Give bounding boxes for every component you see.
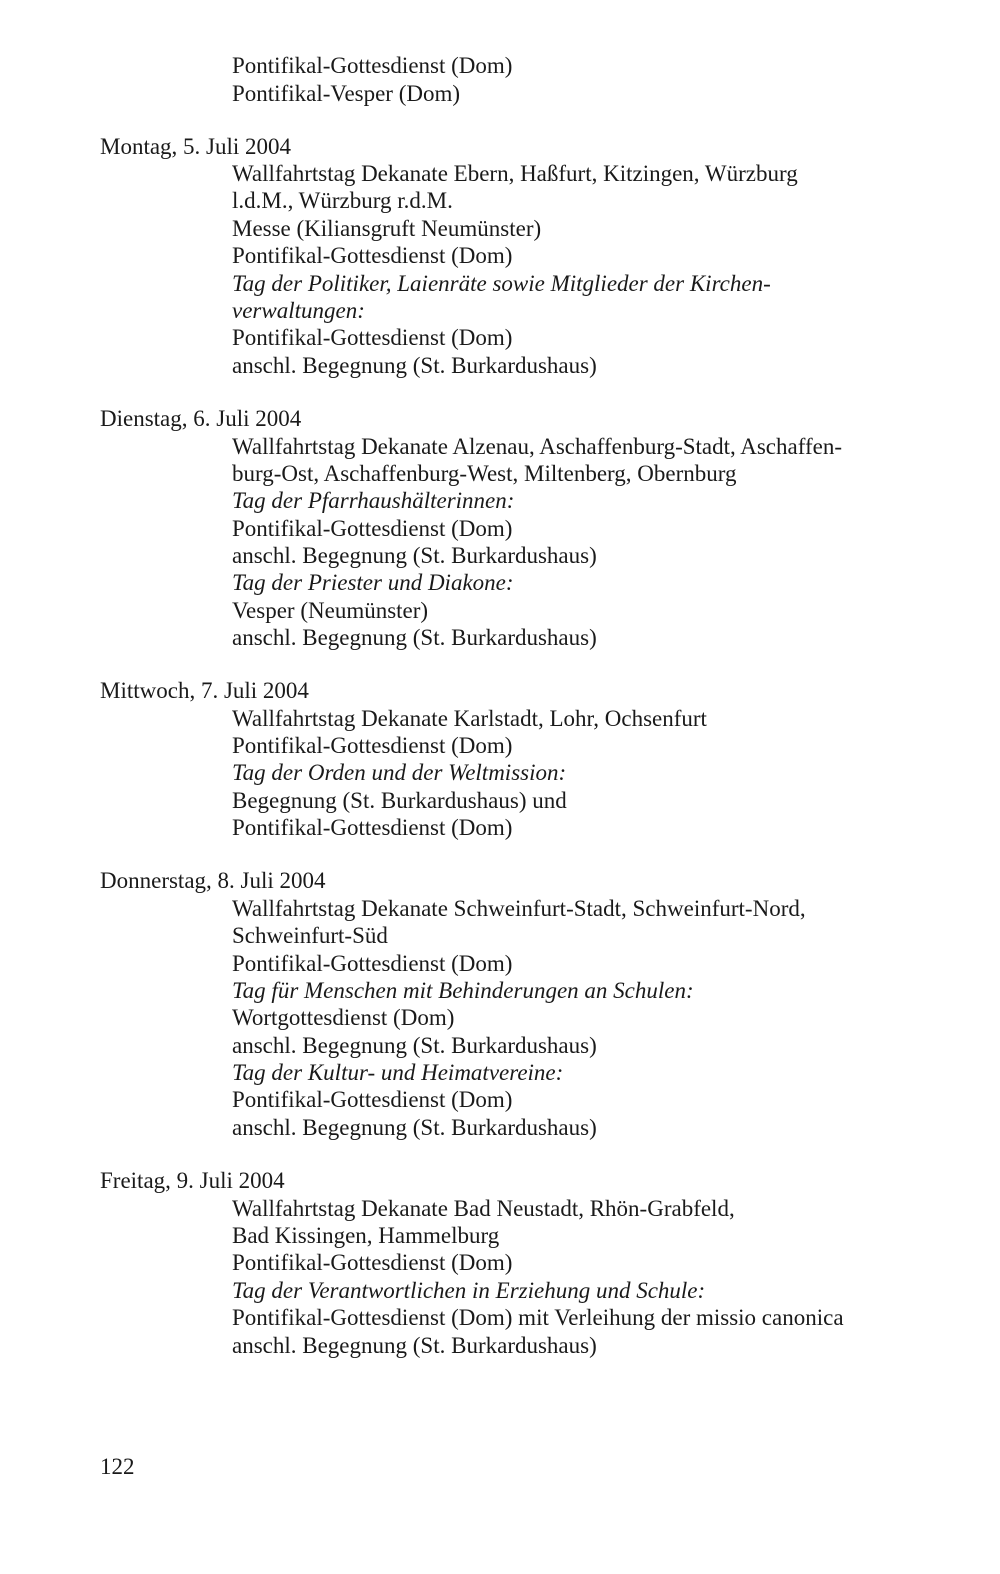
entry-day-theme: Tag der Pfarrhaushälterinnen: [232,488,515,513]
entry-description: Wortgottesdienst (Dom) [232,1005,455,1030]
day-heading-text: Donnerstag, 8. Juli 2004 [100,868,326,893]
entry-day-theme: Tag der Verantwortlichen in Erziehung und Schule: [232,1278,706,1303]
day-heading-text: Montag, 5. Juli 2004 [100,134,292,159]
entry-description: Bad Kissingen, Hammelburg [232,1223,500,1248]
entry-description: Pontifikal-Gottesdienst (Dom) mit Verleihung der missio canonica [232,1305,844,1330]
entry-description: l.d.M., Würzburg r.d.M. [232,188,453,213]
entry-description: Schweinfurt-Süd [232,923,388,948]
entry-description: Pontifikal-Gottesdienst (Dom) [232,243,513,268]
entry-description: Vesper (Neumünster) [232,598,429,623]
entry-description: anschl. Begegnung (St. Burkardushaus) [232,1115,597,1140]
entry-description: Begegnung (St. Burkardushaus) und [232,788,567,813]
entry-description: anschl. Begegnung (St. Burkardushaus) [232,625,597,650]
entry-description: anschl. Begegnung (St. Burkardushaus) [232,353,597,378]
entry-day-theme: Tag für Menschen mit Behinderungen an Schulen: [232,978,694,1003]
entry-description: Pontifikal-Gottesdienst (Dom) [232,53,513,78]
entry-description: Messe (Kiliansgruft Neumünster) [232,216,542,241]
entry-day-theme: Tag der Politiker, Laienräte sowie Mitglieder der Kirchen- [232,271,771,296]
entry-description: Pontifikal-Gottesdienst (Dom) [232,815,513,840]
day-heading-text: Freitag, 9. Juli 2004 [100,1168,285,1193]
day-heading-text: Dienstag, 6. Juli 2004 [100,406,302,431]
entry-day-theme: Tag der Kultur- und Heimatvereine: [232,1060,564,1085]
entry-description: Pontifikal-Vesper (Dom) [232,81,461,106]
entry-description: Pontifikal-Gottesdienst (Dom) [232,325,513,350]
entry-day-theme: Tag der Priester und Diakone: [232,570,514,595]
entry-day-theme: verwaltungen: [232,298,365,323]
entry-description: Wallfahrtstag Dekanate Karlstadt, Lohr, Ochsenfurt [232,706,707,731]
entry-description: Wallfahrtstag Dekanate Alzenau, Aschaffenburg-Stadt, Aschaffen- [232,434,842,459]
entry-description: burg-Ost, Aschaffenburg-West, Miltenberg, Obernburg [232,461,737,486]
entry-description: Pontifikal-Gottesdienst (Dom) [232,1087,513,1112]
page-number: 122 [100,1454,135,1479]
entry-description: Wallfahrtstag Dekanate Bad Neustadt, Rhön-Grabfeld, [232,1196,735,1221]
entry-description: Pontifikal-Gottesdienst (Dom) [232,1250,513,1275]
entry-description: Wallfahrtstag Dekanate Ebern, Haßfurt, Kitzingen, Würzburg [232,161,798,186]
entry-description: Wallfahrtstag Dekanate Schweinfurt-Stadt, Schweinfurt-Nord, [232,896,806,921]
entry-description: Pontifikal-Gottesdienst (Dom) [232,516,513,541]
entry-description: anschl. Begegnung (St. Burkardushaus) [232,1333,597,1358]
day-heading-text: Mittwoch, 7. Juli 2004 [100,678,309,703]
entry-day-theme: Tag der Orden und der Weltmission: [232,760,567,785]
entry-description: anschl. Begegnung (St. Burkardushaus) [232,543,597,568]
entry-description: anschl. Begegnung (St. Burkardushaus) [232,1033,597,1058]
entry-description: Pontifikal-Gottesdienst (Dom) [232,733,513,758]
entry-description: Pontifikal-Gottesdienst (Dom) [232,951,513,976]
